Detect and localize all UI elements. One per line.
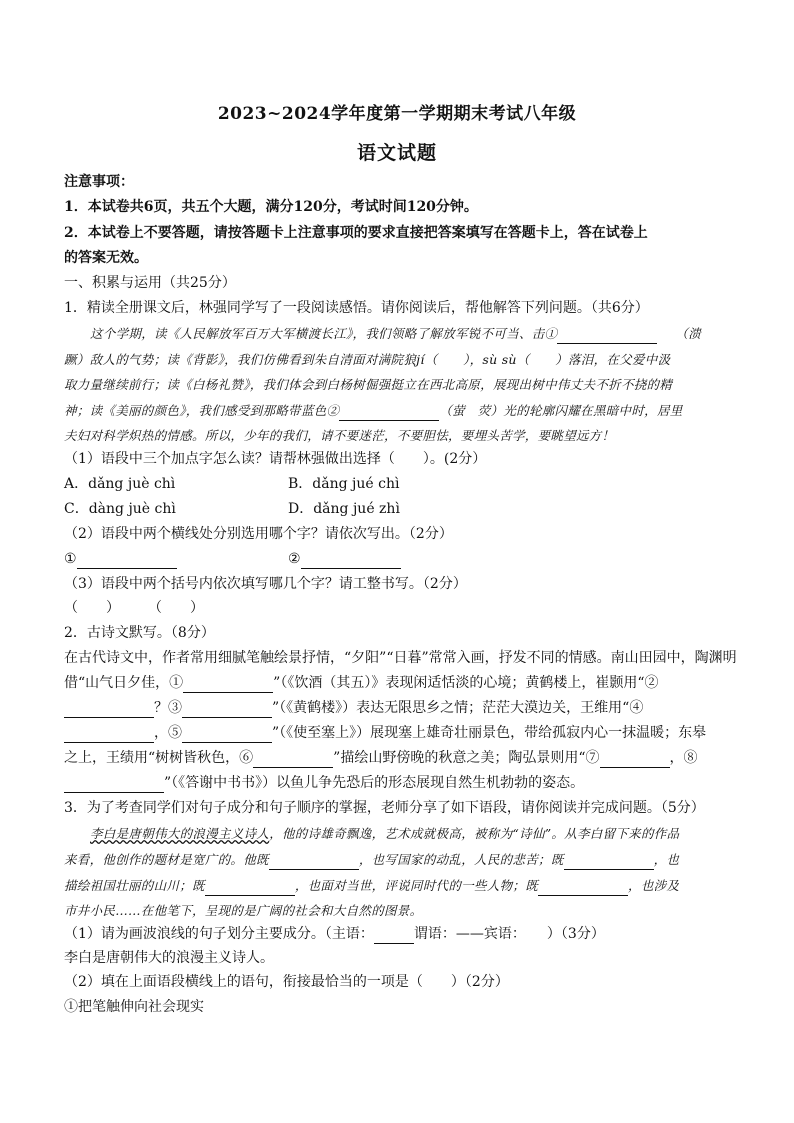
q3-passage-line-3 (64, 876, 732, 896)
notes-heading: 注意事项： (64, 174, 134, 190)
section-1-heading: 一、积累与运用（共25分） (64, 275, 236, 291)
q3-passage-line-4: 市井小民……在他笔下，呈现的是广阔的社会和大自然的图景。 (64, 903, 423, 918)
q2-line-5 (64, 748, 732, 768)
q3-sentence: 李白是唐朝伟大的浪漫主义诗人。 (64, 950, 274, 966)
q3-passage-text: 来看，他创作的题材是宽广的。他既 (64, 852, 269, 867)
q3-passage-text: 描绘祖国壮丽的山川；既 (64, 878, 205, 893)
blank-line (77, 554, 177, 569)
blank-label: ① (64, 551, 77, 567)
blank-line[interactable] (183, 678, 273, 693)
blank-line[interactable] (538, 881, 628, 896)
q3-sub-2: （2）填在上面语段横线上的语句，衔接最恰当的一项是（ ）（2分） (64, 974, 509, 990)
blank-line[interactable] (374, 929, 414, 944)
blank-line[interactable] (564, 855, 654, 870)
q3-passage-text: ，他的诗雄奇飘逸，艺术成就极高，被称为“诗仙”。从李白留下来的作品 (269, 826, 680, 841)
q1-sub-2: （2）语段中两个横线处分别选用哪个字？请依次写出。（2分） (64, 526, 453, 542)
q1-passage-line-1 (90, 324, 732, 344)
note-1: 1．本试卷共6页，共五个大题，满分120分，考试时间120分钟。 (64, 199, 478, 215)
q1-sub-1: （1）语段中三个加点字怎么读？请帮林强做出选择（ ）。(2分） (64, 451, 487, 467)
exam-title: 2023~2024学年度第一学期期末考试八年级 (217, 104, 577, 124)
q2-line-6 (64, 773, 732, 793)
q3-sub-1 (64, 924, 732, 944)
q1-passage-text: （萤 荧）光的轮廓闪耀在黑暗中时，居里 (439, 403, 683, 418)
q2-line-2 (64, 673, 732, 693)
option-a[interactable]: A．dǎng juè chì (64, 476, 176, 492)
q3-passage-text: ，也写国家的动乱，人民的悲苦；既 (358, 852, 564, 867)
q2-line-3 (64, 698, 732, 718)
q3-passage-line-1 (90, 824, 732, 844)
blank-line[interactable] (253, 753, 333, 768)
q3-stem: 3．为了考查同学们对句子成分和句子顺序的掌握，老师分享了如下语段，请你阅读并完成问题。（5分） (64, 800, 705, 816)
q2-line-4 (64, 723, 732, 743)
q1-passage-line-4 (64, 401, 732, 421)
blank-line[interactable] (182, 703, 272, 718)
q3-sub-text: （1）请为画波浪线的句子划分主要成分。（主语： (64, 926, 374, 942)
q3-passage-text: ，也面对当世，评说同时代的一些人物；既 (294, 878, 539, 893)
note-2-line-2: 的答案无效。 (64, 250, 148, 266)
q2-text: ，⑤ (154, 725, 182, 741)
blank-line[interactable] (205, 881, 295, 896)
q2-text: ，⑧ (669, 750, 698, 766)
q2-text: ”（《答谢中书书》）以鱼儿争先恐后的形态展现自然生机勃勃的姿态。 (164, 775, 585, 791)
q2-text: ”（《使至塞上》）展现塞上雄奇壮丽景色，带给孤寂内心一抹温暖；东皋 (272, 725, 707, 741)
blank-line[interactable] (64, 703, 154, 718)
blank-line (557, 329, 657, 344)
q3-passage-line-2 (64, 850, 732, 870)
q2-text: ？③ (154, 700, 182, 716)
blank-line[interactable] (600, 753, 670, 768)
q2-text: ”（《黄鹤楼》）表达无限思乡之情；茫茫大漠边关，王维用“④ (272, 700, 644, 716)
option-d[interactable]: D．dǎng jué zhì (288, 501, 400, 517)
option-b[interactable]: B．dǎng jué chì (288, 476, 400, 492)
q1-passage-line-5: 夫妇对科学炽热的情感。所以，少年的我们，请不要迷茫，不要胆怯，要埋头苦学，要眺望远方！ (64, 428, 615, 443)
q3-passage-text: ，也 (653, 852, 680, 867)
q3-passage-text: ，也涉及 (628, 878, 680, 893)
answer-blank-2[interactable] (288, 549, 401, 569)
q2-stem: 2．古诗文默写。（8分） (64, 625, 215, 641)
q3-sub-text: 谓语：——宾语： ）（3分） (413, 926, 605, 942)
q1-passage-text: （溃 (675, 326, 701, 341)
q3-item-1: ①把笔触伸向社会现实 (64, 999, 204, 1015)
blank-label: ② (288, 551, 301, 567)
blank-line[interactable] (269, 855, 359, 870)
q1-passage-text: 神；读《美丽的颜色》，我们感受到那略带蓝色② (64, 403, 340, 418)
blank-line[interactable] (182, 728, 272, 743)
note-2-line-1: 2．本试卷上不要答题，请按答题卡上注意事项的要求直接把答案填写在答题卡上，答在试卷上 (64, 225, 648, 241)
option-c[interactable]: C．dàng juè chì (64, 501, 176, 517)
q2-text: ”（《饮酒（其五）》表现闲适恬淡的心境；黄鹤楼上，崔颢用“② (273, 675, 659, 691)
blank-line[interactable] (64, 778, 164, 793)
blank-line (301, 554, 401, 569)
answer-blank-1[interactable] (64, 549, 177, 569)
exam-subtitle: 语文试题 (356, 142, 437, 164)
q1-passage-text: 这个学期，读《人民解放军百万大军横渡长江》，我们领略了解放军锐不可当、击① (90, 326, 558, 341)
q1-stem: 1．精读全册课文后，林强同学写了一段阅读感悟。请你阅读后，帮他解答下列问题。（共6分） (64, 300, 649, 316)
q2-text: ”描绘山野傍晚的秋意之美；陶弘景则用“⑦ (333, 750, 600, 766)
q2-text: 借“山气日夕佳，① (64, 675, 184, 691)
q1-sub-3: （3）语段中两个括号内依次填写哪几个字？请工整书写。（2分） (64, 576, 467, 592)
q1-parentheses-answers[interactable]: （ ） （ ） (64, 600, 204, 616)
q1-passage-line-3: 取力量继续前行；读《白杨礼赞》，我们体会到白杨树倔强挺立在西北高原，展现出树中伟丈夫不折不挠的精 (64, 377, 673, 392)
q2-line-1: 在古代诗文中，作者常用细腻笔触绘景抒情，“夕阳”“日暮”常常入画，抒发不同的情感。南山田园中，陶渊明 (64, 650, 737, 666)
wavy-underlined-sentence: 李白是唐朝伟大的浪漫主义诗人 (90, 826, 270, 841)
blank-line (339, 406, 439, 421)
q1-passage-line-2: 蹶）敌人的气势；读《背影》，我们仿佛看到朱自清面对满院狼jí（ ），sù sù（ ）落泪，在父爱中汲 (64, 352, 671, 367)
blank-line[interactable] (64, 728, 154, 743)
q2-text: 之上，王绩用“树树皆秋色，⑥ (64, 750, 254, 766)
